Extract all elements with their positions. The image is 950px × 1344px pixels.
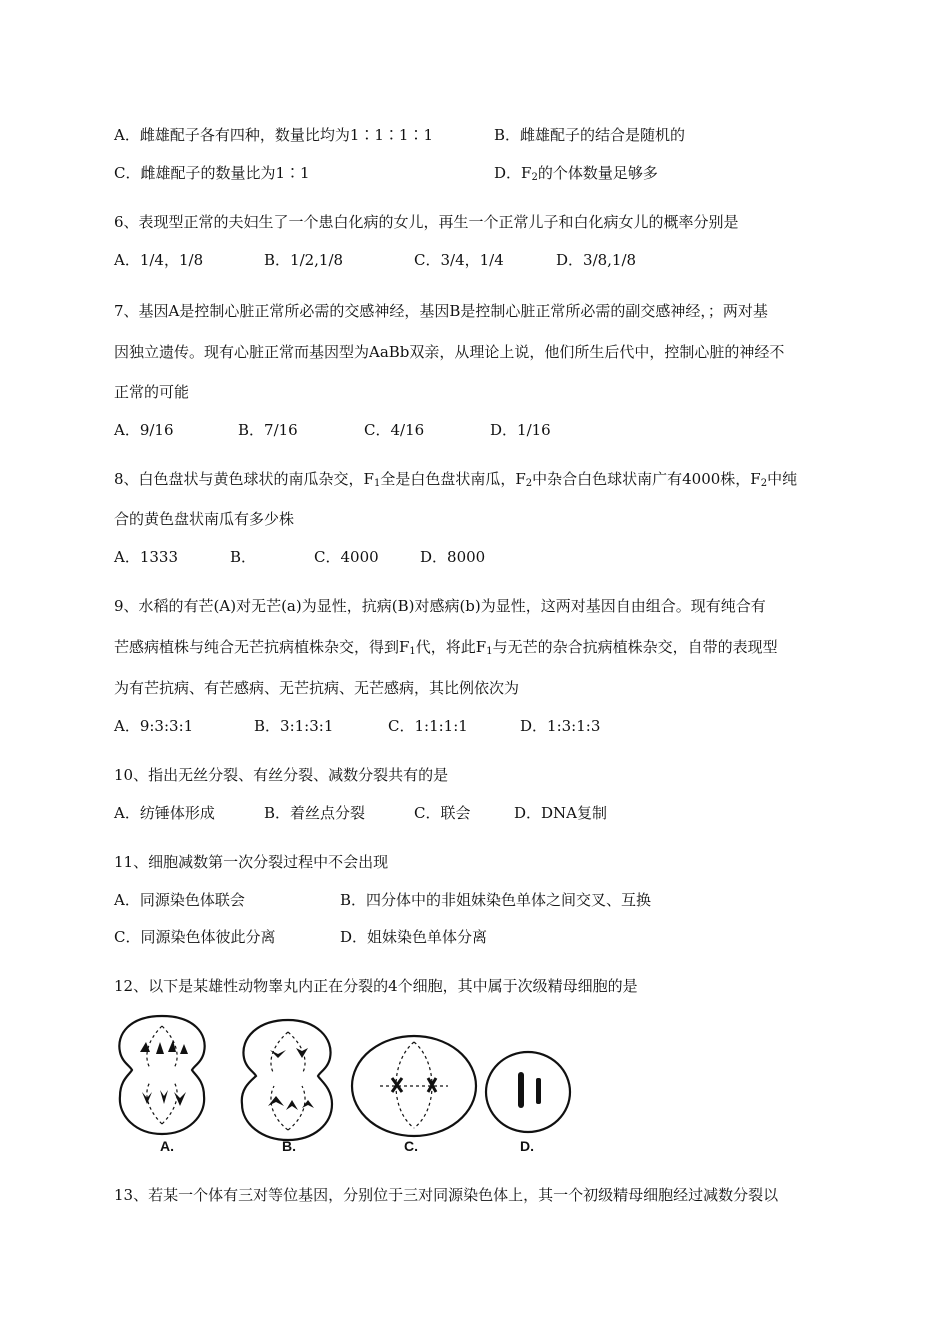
q13-stem: 13、若某一个体有三对等位基因，分别位于三对同源染色体上，其一个初级精母细胞经过减数分裂以 <box>114 1186 779 1204</box>
q11-option-d: D．姐妹染色单体分离 <box>340 928 488 946</box>
q7-stem-line1: 7、基因A是控制心脏正常所必需的交感神经，基因B是控制心脏正常所必需的副交感神经，；两对基 <box>114 302 768 320</box>
q5-option-a: A．雌雄配子各有四种，数量比均为1∶1∶1∶1 <box>114 126 434 144</box>
q7-option-c: C．4/16 <box>364 421 425 439</box>
q5-option-d: D．$F_2$的个体数量足够多 <box>494 164 658 183</box>
q6-option-b: B．1/2,1/8 <box>264 251 344 269</box>
cell-d-membrane <box>486 1052 570 1132</box>
q11-stem: 11、细胞减数第一次分裂过程中不会出现 <box>114 853 389 871</box>
q11-option-b: B．四分体中的非姐妹染色单体之间交叉、互换 <box>340 891 652 909</box>
q11-option-a: A．同源染色体联会 <box>114 891 245 909</box>
q8-option-c: C．4000 <box>314 548 379 566</box>
q9-option-a: A．9:3:3:1 <box>114 717 194 735</box>
q9-option-b: B．3:1:3:1 <box>254 717 334 735</box>
q9-stem-line1: 9、水稻的有芒(A)对无芒(a)为显性，抗病(B)对感病(b)为显性，这两对基因自由组合。现有纯合有 <box>114 597 766 615</box>
q6-option-c: C．3/4，1/4 <box>414 251 504 269</box>
q7-option-d: D．1/16 <box>490 421 551 439</box>
q7-stem-line2: 因独立遗传。现有心脏正常而基因型为AaBb双亲，从理论上说，他们所生后代中，控制心脏的神经不 <box>114 343 785 361</box>
q7-option-b: B．7/16 <box>238 421 298 439</box>
cell-diagrams-svg <box>110 1012 590 1142</box>
q8-option-d: D．8000 <box>420 548 486 566</box>
q8-stem-line1: 8、白色盘状与黄色球状的南瓜杂交，$F_1$全是白色盘状南瓜，$F_2$中杂合白色球状南广有4000株，$F_2$中纯 <box>114 470 798 489</box>
q9-stem-line2: 芒感病植株与纯合无芒抗病植株杂交，得到$F_1$代，将此$F_1$与无芒的杂合抗病植株杂交，自带的表现型 <box>114 638 778 657</box>
cell-c-label: C. <box>404 1138 418 1154</box>
q8-option-b: B． <box>230 548 257 566</box>
q9-option-d: D．1:3:1:3 <box>520 717 601 735</box>
cell-b-label: B. <box>282 1138 296 1154</box>
q10-option-a: A．纺锤体形成 <box>114 804 215 822</box>
q6-stem: 6、表现型正常的夫妇生了一个患白化病的女儿，再生一个正常儿子和白化病女儿的概率分别是 <box>114 213 739 231</box>
q11-option-c: C．同源染色体彼此分离 <box>114 928 276 946</box>
q8-option-a: A．1333 <box>114 548 179 566</box>
q7-option-a: A．9/16 <box>114 421 174 439</box>
q6-option-a: A．1/4，1/8 <box>114 251 204 269</box>
cell-b-membrane <box>242 1020 332 1140</box>
q9-stem-line3: 为有芒抗病、有芒感病、无芒抗病、无芒感病，其比例依次为 <box>114 679 520 697</box>
q10-option-c: C．联会 <box>414 804 471 822</box>
q10-option-b: B．着丝点分裂 <box>264 804 366 822</box>
cell-a-label: A. <box>160 1138 174 1154</box>
cell-d-label: D. <box>520 1138 534 1154</box>
q12-cell-figures <box>110 1012 590 1162</box>
q9-option-c: C．1:1:1:1 <box>388 717 468 735</box>
q10-option-d: D．DNA复制 <box>514 804 608 822</box>
q8-stem-line2: 合的黄色盘状南瓜有多少株 <box>114 510 295 528</box>
cell-a-membrane <box>119 1016 204 1134</box>
q5-option-c: C．雌雄配子的数量比为1∶1 <box>114 164 310 182</box>
q12-stem: 12、以下是某雄性动物睾丸内正在分裂的4个细胞，其中属于次级精母细胞的是 <box>114 977 638 995</box>
q7-stem-line3: 正常的可能 <box>114 383 190 401</box>
q10-stem: 10、指出无丝分裂、有丝分裂、减数分裂共有的是 <box>114 766 449 784</box>
q5-option-b: B．雌雄配子的结合是随机的 <box>494 126 686 144</box>
cell-c-membrane <box>352 1036 476 1136</box>
q6-option-d: D．3/8,1/8 <box>556 251 637 269</box>
